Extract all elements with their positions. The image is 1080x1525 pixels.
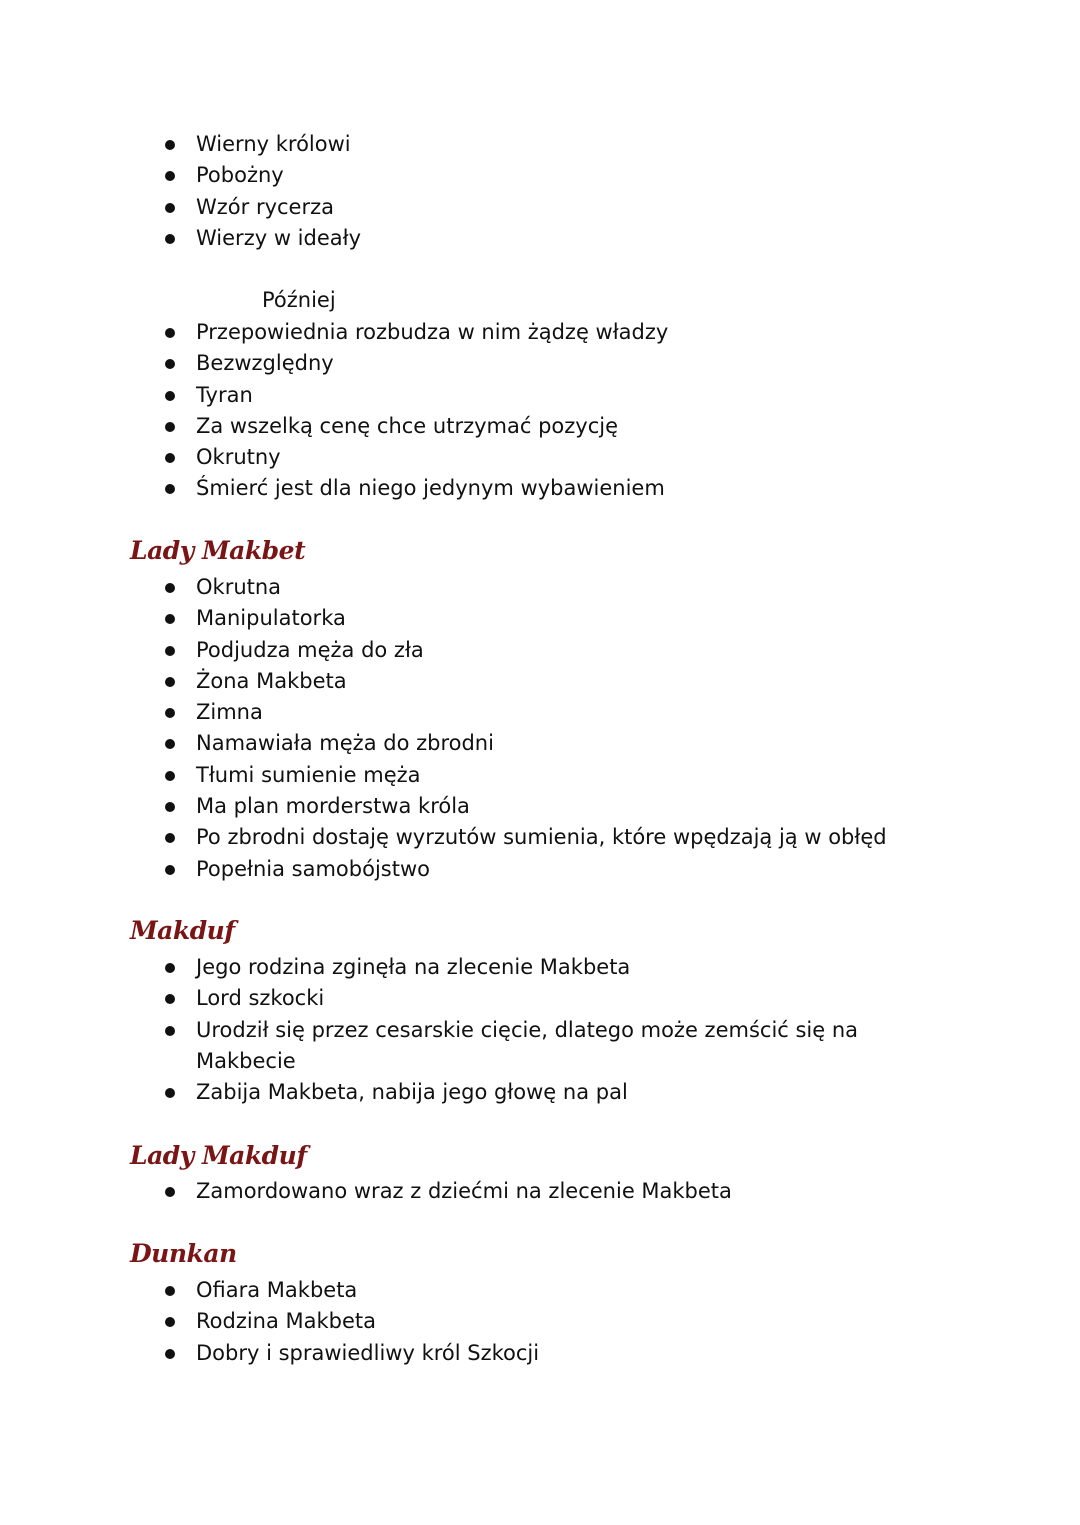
bullet-icon: [165, 359, 175, 369]
heading-lady-makduf: Lady Makduf: [130, 1141, 307, 1170]
bullet-icon: [165, 484, 175, 494]
list-item: Okrutny: [0, 442, 916, 473]
list-item: Ma plan morderstwa króla: [0, 791, 916, 822]
bullet-icon: [165, 1349, 175, 1359]
list-item: Wierny królowi: [0, 129, 916, 160]
bullet-icon: [165, 1286, 175, 1296]
list-item: Urodził się przez cesarskie cięcie, dlatego może zemścić się na Makbecie: [0, 1015, 876, 1078]
list-item: Bezwzględny: [0, 348, 916, 379]
bullet-icon: [165, 1088, 175, 1098]
list-item: Zabija Makbeta, nabija jego głowę na pal: [0, 1077, 916, 1108]
bullet-icon: [165, 391, 175, 401]
list-item: Zimna: [0, 697, 916, 728]
list-item: Tłumi sumienie męża: [0, 760, 916, 791]
bullet-icon: [165, 453, 175, 463]
list-item: Przepowiednia rozbudza w nim żądzę władzy: [0, 317, 916, 348]
later-label: Później: [262, 288, 336, 312]
bullet-icon: [165, 234, 175, 244]
bullet-icon: [165, 614, 175, 624]
list-item: Popełnia samobójstwo: [0, 854, 916, 885]
heading-makduf: Makduf: [130, 916, 235, 945]
heading-lady-makbet: Lady Makbet: [130, 536, 306, 565]
bullet-icon: [165, 140, 175, 150]
dunkan-list: [0, 1275, 916, 1369]
bullet-icon: [165, 771, 175, 781]
heading-dunkan: Dunkan: [130, 1239, 237, 1268]
bullet-icon: [165, 1187, 175, 1197]
bullet-icon: [165, 646, 175, 656]
bullet-icon: [165, 677, 175, 687]
makduf-list: [0, 952, 916, 1108]
list-item: Śmierć jest dla niego jedynym wybawieniem: [0, 473, 916, 504]
list-item: Okrutna: [0, 572, 916, 603]
bullet-icon: [165, 203, 175, 213]
list-item: Zamordowano wraz z dziećmi na zlecenie Makbeta: [0, 1176, 916, 1207]
list-item: Namawiała męża do zbrodni: [0, 728, 916, 759]
bullet-icon: [165, 171, 175, 181]
makbet-later-traits-list: [0, 317, 916, 505]
list-item: Dobry i sprawiedliwy król Szkocji: [0, 1338, 916, 1369]
list-item: Wzór rycerza: [0, 192, 916, 223]
list-item: Po zbrodni dostaję wyrzutów sumienia, które wpędzają ją w obłęd: [0, 822, 916, 853]
bullet-icon: [165, 328, 175, 338]
lady-makduf-list: [0, 1176, 916, 1207]
list-item: Jego rodzina zginęła na zlecenie Makbeta: [0, 952, 916, 983]
list-item: Pobożny: [0, 160, 916, 191]
bullet-icon: [165, 739, 175, 749]
list-item: Lord szkocki: [0, 983, 916, 1014]
list-item: Żona Makbeta: [0, 666, 916, 697]
list-item: Manipulatorka: [0, 603, 916, 634]
list-item: Ofiara Makbeta: [0, 1275, 916, 1306]
bullet-icon: [165, 865, 175, 875]
bullet-icon: [165, 708, 175, 718]
bullet-icon: [165, 963, 175, 973]
bullet-icon: [165, 583, 175, 593]
list-item: Rodzina Makbeta: [0, 1306, 916, 1337]
makbet-traits-list: [0, 129, 916, 254]
list-item: Tyran: [0, 380, 916, 411]
bullet-icon: [165, 833, 175, 843]
bullet-icon: [165, 802, 175, 812]
list-item: Wierzy w ideały: [0, 223, 916, 254]
list-item: Za wszelką cenę chce utrzymać pozycję: [0, 411, 916, 442]
bullet-icon: [165, 1026, 175, 1036]
lady-makbet-list: [0, 572, 916, 885]
bullet-icon: [165, 1317, 175, 1327]
bullet-icon: [165, 422, 175, 432]
list-item: Podjudza męża do zła: [0, 635, 916, 666]
bullet-icon: [165, 994, 175, 1004]
